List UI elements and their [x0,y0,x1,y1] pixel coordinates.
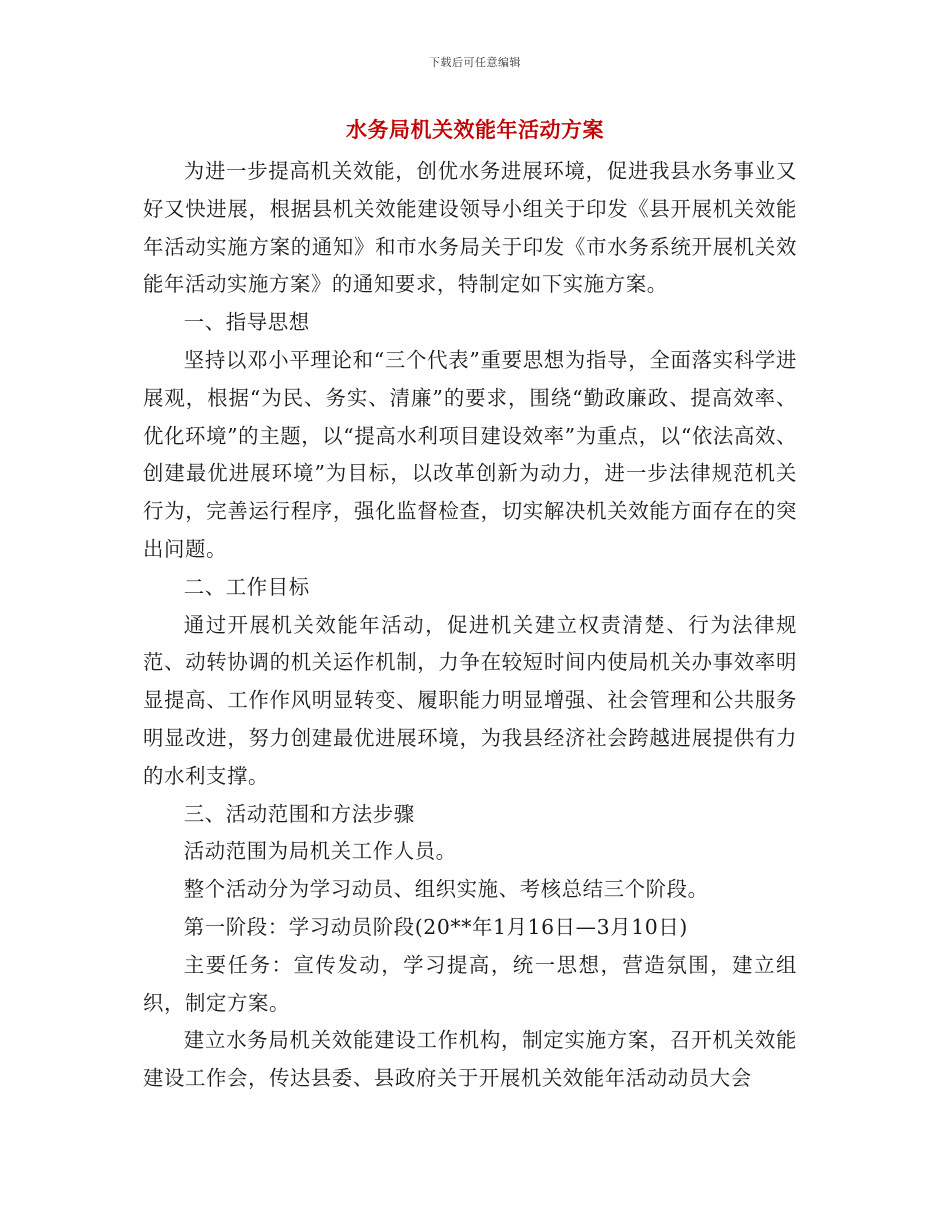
section-heading-work-goals: 二、工作目标 [183,574,310,599]
page-header-note: 下载后可任意编辑 [429,56,521,69]
paragraph-intro: 为进一步提高机关效能，创优水务进展环境，促进我县水务事业又好又快进展，根据县机关效能建设领导小组关于印发《县开展机关效能年活动实施方案的通知》和市水务局关于印发《市水务系统开展机关效能年活动实施方案》的通知要求，特制定如下实施方案。 [143,159,797,297]
paragraph-scope: 活动范围为局机关工作人员。 [183,839,457,864]
paragraph-work-goals: 通过开展机关效能年活动，促进机关建立权责清楚、行为法律规范、动转协调的机关运作机制，力争在较短时间内使局机关办事效率明显提高、工作作风明显转变、履职能力明显增强、社会管理和公共服务明显改进，努力创建最优进展环境，为我县经济社会跨越进展提供有力的水利支撑。 [143,612,797,788]
section-heading-scope-steps: 三、活动范围和方法步骤 [183,801,415,826]
section-heading-guiding-ideology: 一、指导思想 [183,310,310,335]
paragraph-establish-organization: 建立水务局机关效能建设工作机构，制定实施方案，召开机关效能建设工作会，传达县委、县政府关于开展机关效能年活动动员大会 [143,1028,797,1091]
paragraph-main-tasks: 主要任务：宣传发动，学习提高，统一思想，营造氛围，建立组织，制定方案。 [143,952,797,1015]
document-body [143,153,797,1098]
paragraph-stage-one: 第一阶段：学习动员阶段(20**年1月16日—3月10日) [183,914,688,939]
document-title: 水务局机关效能年活动方案 [346,117,604,142]
paragraph-stages: 整个活动分为学习动员、组织实施、考核总结三个阶段。 [183,877,709,902]
paragraph-guiding-ideology: 坚持以邓小平理论和“三个代表”重要思想为指导，全面落实科学进展观，根据“为民、务实、清廉”的要求，围绕“勤政廉政、提高效率、优化环境”的主题，以“提高水利项目建设效率”为重点，以“依法高效、创建最优进展环境”为目标，以改革创新为动力，进一步法律规范机关行为，完善运行程序，强化监督检查，切实解决机关效能方面存在的突出问题。 [143,347,797,561]
